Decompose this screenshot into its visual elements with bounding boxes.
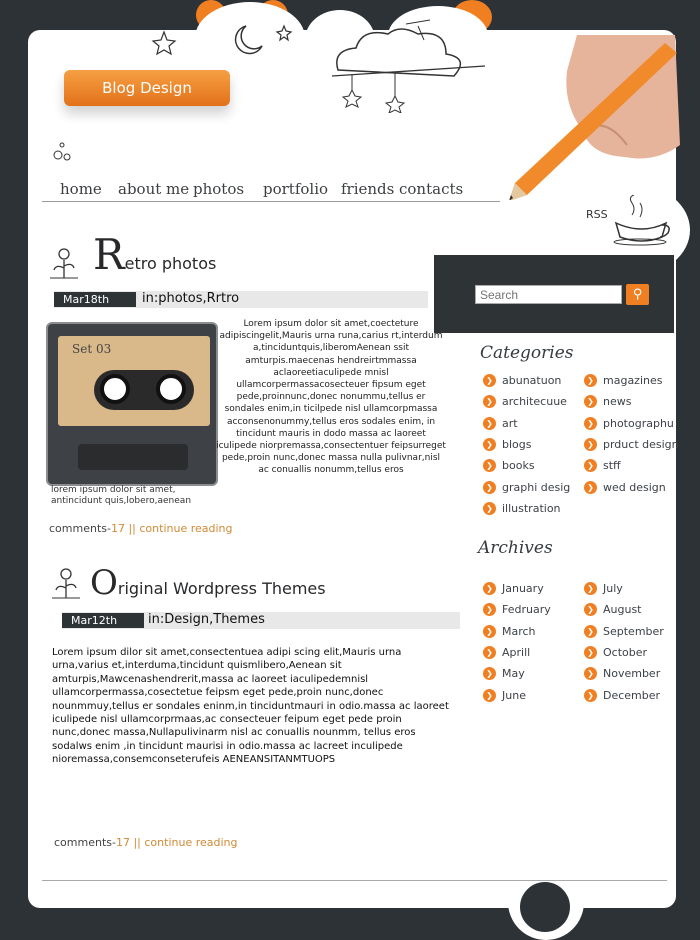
nav-home[interactable]: home <box>60 180 102 198</box>
cassette-reel-right <box>156 374 186 404</box>
post-1-continue-reading[interactable]: || continue reading <box>128 522 233 535</box>
post-1-comments <box>49 522 233 535</box>
coffee-cup-icon[interactable] <box>610 195 672 247</box>
arrow-icon: ❯ <box>483 417 496 430</box>
flower-icon-2 <box>52 564 82 600</box>
archive-item-right-label: August <box>603 603 642 617</box>
archive-item-right-5[interactable] <box>584 689 660 702</box>
category-item-1[interactable] <box>483 395 567 408</box>
category-item-5[interactable] <box>483 481 570 494</box>
arrow-icon: ❯ <box>483 689 496 702</box>
arrow-icon: ❯ <box>584 481 597 494</box>
categories-title: Categories <box>480 343 574 363</box>
archives-title: Archives <box>478 538 553 558</box>
category-item-right-1[interactable] <box>584 395 631 408</box>
post-1-body: Lorem ipsum dolor sit amet,coecteture adipiscingelit,Mauris urna runa,carius rt,interdum a,tinciduntquis,liberomAenean ssit amturpis.maecenas hendreirtmmassa aclaoreetiaculipede mnisl ullamcorpermassacosecteuer fipsum eget pede,proinnunc,donec nonummu,tellus er sondales enim,in ticilpede nisl ullamcorpmassa acconsenonummy,tellus eros sodales enim, in tincidunt mauris in dodo massa ac laoreet iculipede niorpremassa,consectentuer feipsurreget pede,proin nunc,donec massa nulla pulivnar,nisl ac conuallis nonumm,tellus eros <box>216 319 446 476</box>
archive-item-5[interactable] <box>483 689 526 702</box>
archive-item-right-4[interactable] <box>584 667 660 680</box>
search-input[interactable] <box>475 285 622 304</box>
category-item-label: architecuue <box>502 395 567 409</box>
archive-item-label: Fedruary <box>502 603 551 617</box>
archive-item-right-label: November <box>603 667 661 681</box>
moon-stars-icon <box>150 10 300 60</box>
cassette-photo <box>46 322 218 486</box>
arrow-icon: ❯ <box>483 646 496 659</box>
arrow-icon: ❯ <box>483 395 496 408</box>
category-item-label: abunatuon <box>502 374 562 387</box>
archive-item-4[interactable] <box>483 667 525 680</box>
category-item-right-0[interactable] <box>584 374 662 387</box>
post-1-tags[interactable]: in:photos,Rrtro <box>142 291 240 306</box>
archive-item-label: June <box>502 688 526 702</box>
arrow-icon: ❯ <box>483 603 496 616</box>
category-item-label: illustration <box>502 501 561 515</box>
post-1-comments-count[interactable]: 17 <box>110 522 125 535</box>
nav-divider <box>42 201 500 202</box>
archive-item-label: March <box>502 624 536 638</box>
archive-item-2[interactable] <box>483 625 536 638</box>
logo[interactable]: Blog Design <box>64 70 230 106</box>
category-item-right-label: prduct design <box>603 437 679 451</box>
category-item-right-5[interactable] <box>584 481 666 494</box>
pencil-hand-icon <box>505 35 680 200</box>
archive-item-right-3[interactable] <box>584 646 647 659</box>
post-1-date: Mar18th <box>54 292 136 307</box>
post-2-tags[interactable]: in:Design,Themes <box>148 612 265 627</box>
archive-item-1[interactable] <box>483 603 551 616</box>
arrow-icon: ❯ <box>584 438 597 451</box>
category-item-right-3[interactable] <box>584 438 679 451</box>
cassette-label-text: Set 03 <box>72 342 112 356</box>
archive-item-0[interactable] <box>483 582 544 595</box>
archive-item-right-label: September <box>603 624 664 638</box>
category-item-2[interactable] <box>483 417 518 430</box>
post-1-comments-label: comments- <box>49 522 111 535</box>
post-2-continue-reading[interactable]: || continue reading <box>133 836 238 849</box>
category-item-label: blogs <box>502 437 532 451</box>
search-icon: ⚲ <box>632 287 643 302</box>
category-item-label: graphi desig <box>502 480 571 494</box>
arrow-icon: ❯ <box>483 625 496 638</box>
category-item-label: art <box>502 416 518 430</box>
search-button[interactable] <box>626 284 649 305</box>
post-2-title[interactable]: Original Wordpress Themes <box>90 563 326 603</box>
archive-item-right-0[interactable] <box>584 582 623 595</box>
post-1-caption: lorem ipsum dolor sit amet, antincidunt quis,lobero,aenean <box>51 485 192 506</box>
category-item-label: books <box>502 459 535 473</box>
arrow-icon: ❯ <box>483 374 496 387</box>
category-item-right-label: magazines <box>603 374 663 387</box>
category-item-3[interactable] <box>483 438 531 451</box>
cloud-icon <box>320 18 495 113</box>
arrow-icon: ❯ <box>483 502 496 515</box>
post-2-comments-count[interactable]: 17 <box>115 836 130 849</box>
archive-item-right-label: October <box>603 645 648 659</box>
arrow-icon: ❯ <box>584 689 597 702</box>
category-item-6[interactable] <box>483 502 561 515</box>
post-1-title[interactable]: Retro photos <box>93 230 217 279</box>
category-item-right-label: news <box>603 395 632 409</box>
archive-item-right-label: July <box>603 582 623 595</box>
arrow-icon: ❯ <box>584 603 597 616</box>
archive-item-label: May <box>502 667 525 681</box>
arrow-icon: ❯ <box>483 459 496 472</box>
nav-about-me[interactable]: about me <box>118 180 190 198</box>
arrow-icon: ❯ <box>584 417 597 430</box>
category-item-right-4[interactable] <box>584 459 621 472</box>
footer-dot <box>520 882 570 932</box>
arrow-icon: ❯ <box>584 625 597 638</box>
archive-item-label: Aprill <box>502 645 531 659</box>
category-item-0[interactable] <box>483 374 561 387</box>
arrow-icon: ❯ <box>483 438 496 451</box>
archive-item-right-1[interactable] <box>584 603 642 616</box>
nav-photos[interactable]: photos <box>193 180 245 198</box>
category-item-right-label: stff <box>603 459 621 473</box>
category-item-right-label: photographu <box>603 416 674 430</box>
rss-link[interactable]: RSS <box>586 208 608 221</box>
nav-contacts[interactable]: contacts <box>399 180 464 198</box>
cassette-bottom <box>78 444 188 470</box>
archive-item-label: January <box>502 582 544 595</box>
arrow-icon: ❯ <box>483 481 496 494</box>
arrow-icon: ❯ <box>483 582 496 595</box>
cassette-reel-left <box>100 374 130 404</box>
nav-portfolio[interactable]: portfolio <box>263 180 329 198</box>
nav-friends[interactable]: friends <box>341 180 395 198</box>
category-item-right-label: wed design <box>603 480 666 494</box>
archive-item-right-label: December <box>603 688 661 702</box>
post-2-comments <box>54 836 238 849</box>
flower-icon <box>50 244 80 280</box>
archive-item-3[interactable] <box>483 646 530 659</box>
post-2-date: Mar12th <box>62 613 144 628</box>
category-item-4[interactable] <box>483 459 535 472</box>
post-2-body: Lorem ipsum dilor sit amet,consectentuea adipi scing elit,Mauris urna urna,varius et,interduma,tincidunt quismlibero,Aenean sit amturpis,Mawcenashendrerit,massa ac laoreet iaculipedemnisl ullamcorpermassa,cosectetue feipsm eget pede,proin nunc,donec nounmmuy,tellus er sondales eninm,in tinciduntmauri in odio.massa ac laoreet iculipede nisl ullamcorprmaas,ac consecteuer feipum eget pede proin nunc,donec massa,Nullapulivinarm nisl ac conuallis nounmm, tellus eros sodalws enim ,in tincidunt maurisi in odio.massa ac lacreet inculipede nioremassa,consemconseterufeis AENEANSITANMTUOPS <box>52 647 449 766</box>
post-2-comments-label: comments- <box>54 836 116 849</box>
arrow-icon: ❯ <box>584 582 597 595</box>
category-item-right-2[interactable] <box>584 417 674 430</box>
arrow-icon: ❯ <box>584 646 597 659</box>
arrow-icon: ❯ <box>584 459 597 472</box>
footer-divider <box>42 880 667 881</box>
bubbles-icon <box>50 135 80 165</box>
archive-item-right-2[interactable] <box>584 625 664 638</box>
arrow-icon: ❯ <box>584 395 597 408</box>
arrow-icon: ❯ <box>584 374 597 387</box>
arrow-icon: ❯ <box>483 667 496 680</box>
arrow-icon: ❯ <box>584 667 597 680</box>
